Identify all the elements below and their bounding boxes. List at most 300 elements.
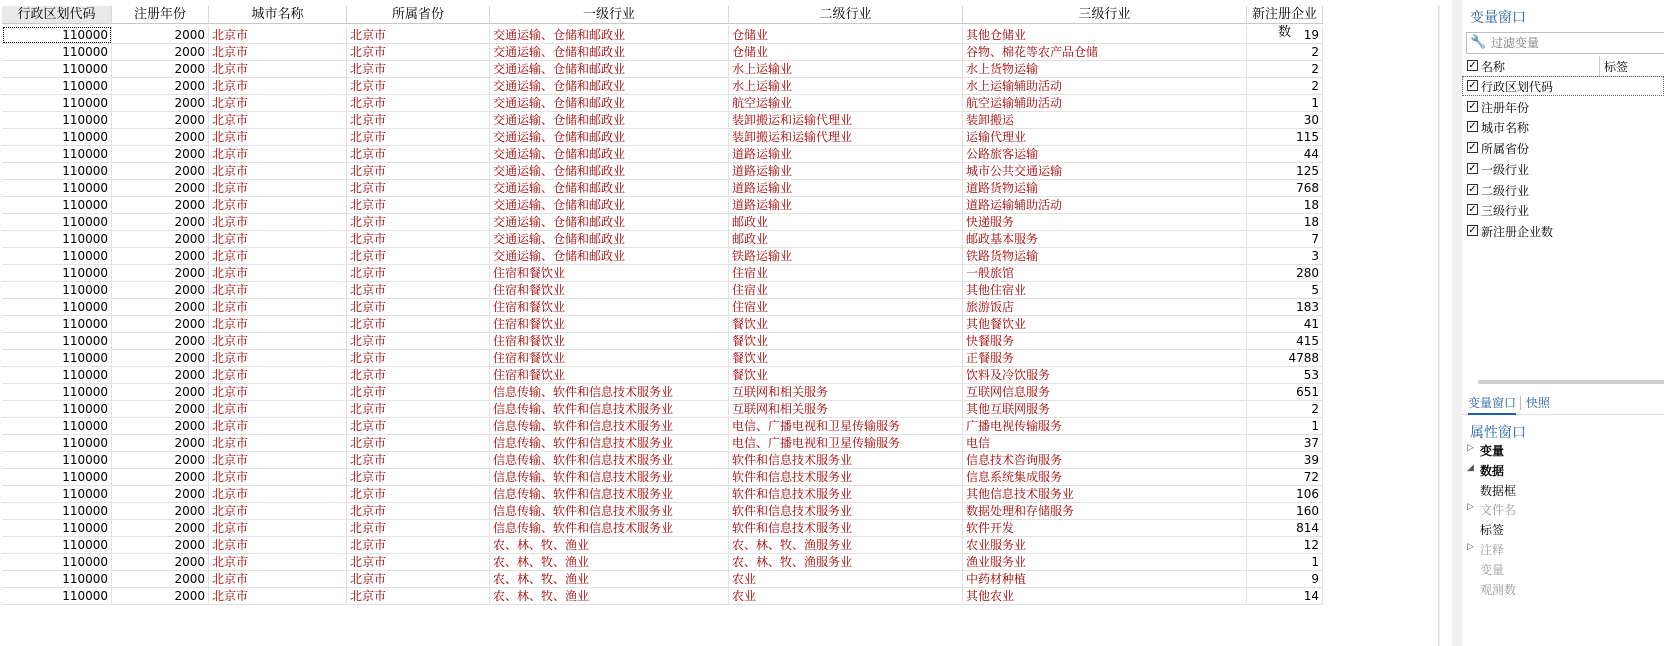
- table-cell[interactable]: 2000: [112, 502, 209, 520]
- table-cell[interactable]: 北京市: [347, 570, 490, 588]
- table-cell[interactable]: 交通运输、仓储和邮政业: [490, 196, 729, 214]
- expand-arrow-icon[interactable]: ▷: [1467, 542, 1474, 552]
- variable-checkbox[interactable]: ✓: [1468, 204, 1477, 216]
- table-cell[interactable]: 互联网信息服务: [963, 383, 1247, 401]
- table-cell[interactable]: 北京市: [347, 162, 490, 180]
- table-cell[interactable]: 航空运输业: [729, 94, 963, 112]
- table-cell[interactable]: 信息传输、软件和信息技术服务业: [490, 468, 729, 486]
- table-cell[interactable]: 北京市: [347, 349, 490, 367]
- table-cell[interactable]: 110000: [2, 553, 112, 571]
- table-cell[interactable]: 北京市: [347, 451, 490, 469]
- table-row[interactable]: [0, 570, 1400, 588]
- table-cell[interactable]: 北京市: [347, 298, 490, 316]
- table-cell[interactable]: 37: [1247, 434, 1323, 452]
- table-cell[interactable]: 北京市: [209, 536, 347, 554]
- table-cell[interactable]: 邮政基本服务: [963, 230, 1247, 248]
- table-cell[interactable]: 邮政业: [729, 230, 963, 248]
- table-cell[interactable]: 交通运输、仓储和邮政业: [490, 247, 729, 265]
- table-cell[interactable]: 交通运输、仓储和邮政业: [490, 230, 729, 248]
- table-cell[interactable]: 110000: [2, 247, 112, 265]
- table-cell[interactable]: 城市公共交通运输: [963, 162, 1247, 180]
- table-cell[interactable]: 装卸搬运: [963, 111, 1247, 129]
- table-cell[interactable]: 18: [1247, 213, 1323, 231]
- table-cell[interactable]: 北京市: [347, 196, 490, 214]
- table-cell[interactable]: 110000: [2, 570, 112, 588]
- table-cell[interactable]: 北京市: [209, 400, 347, 418]
- table-cell[interactable]: 水上货物运输: [963, 60, 1247, 78]
- table-cell[interactable]: 农、林、牧、渔服务业: [729, 536, 963, 554]
- table-cell[interactable]: 110000: [2, 94, 112, 112]
- table-row[interactable]: [0, 43, 1400, 61]
- property-row[interactable]: [1462, 480, 1664, 500]
- table-cell[interactable]: 北京市: [347, 247, 490, 265]
- table-cell[interactable]: 北京市: [209, 451, 347, 469]
- table-cell[interactable]: 2000: [112, 128, 209, 146]
- table-cell[interactable]: 北京市: [347, 26, 490, 44]
- table-cell[interactable]: 邮政业: [729, 213, 963, 231]
- variable-item[interactable]: [1462, 180, 1664, 200]
- expand-arrow-icon[interactable]: ▷: [1467, 502, 1474, 513]
- table-row[interactable]: [0, 196, 1400, 214]
- table-row[interactable]: [0, 332, 1400, 350]
- table-cell[interactable]: 北京市: [209, 332, 347, 350]
- table-cell[interactable]: 软件和信息技术服务业: [729, 485, 963, 503]
- table-cell[interactable]: 2000: [112, 519, 209, 537]
- table-cell[interactable]: 信息传输、软件和信息技术服务业: [490, 383, 729, 401]
- table-cell[interactable]: 115: [1247, 128, 1323, 146]
- table-cell[interactable]: 北京市: [347, 213, 490, 231]
- table-cell[interactable]: 2000: [112, 570, 209, 588]
- variable-item[interactable]: [1462, 117, 1664, 137]
- variable-item[interactable]: [1462, 76, 1664, 96]
- table-cell[interactable]: 餐饮业: [729, 315, 963, 333]
- table-cell[interactable]: 交通运输、仓储和邮政业: [490, 77, 729, 95]
- table-cell[interactable]: 其他互联网服务: [963, 400, 1247, 418]
- table-cell[interactable]: 北京市: [347, 502, 490, 520]
- table-cell[interactable]: 信息传输、软件和信息技术服务业: [490, 502, 729, 520]
- table-cell[interactable]: 110000: [2, 519, 112, 537]
- table-cell[interactable]: 农、林、牧、渔业: [490, 536, 729, 554]
- table-cell[interactable]: 53: [1247, 366, 1323, 384]
- table-row[interactable]: [0, 264, 1400, 282]
- table-cell[interactable]: 72: [1247, 468, 1323, 486]
- table-cell[interactable]: 110000: [2, 281, 112, 299]
- table-cell[interactable]: 道路运输业: [729, 145, 963, 163]
- table-cell[interactable]: 交通运输、仓储和邮政业: [490, 60, 729, 78]
- table-row[interactable]: [0, 26, 1400, 44]
- table-cell[interactable]: 仓储业: [729, 26, 963, 44]
- table-cell[interactable]: 110000: [2, 451, 112, 469]
- table-cell[interactable]: 110000: [2, 587, 112, 605]
- table-cell[interactable]: 其他住宿业: [963, 281, 1247, 299]
- table-cell[interactable]: 北京市: [209, 77, 347, 95]
- table-cell[interactable]: 北京市: [209, 60, 347, 78]
- column-header[interactable]: 所属省份: [347, 6, 490, 24]
- table-cell[interactable]: 装卸搬运和运输代理业: [729, 111, 963, 129]
- table-cell[interactable]: 北京市: [347, 417, 490, 435]
- table-cell[interactable]: 旅游饭店: [963, 298, 1247, 316]
- table-cell[interactable]: 106: [1247, 485, 1323, 503]
- column-header[interactable]: 注册年份: [112, 6, 209, 24]
- table-cell[interactable]: 北京市: [209, 230, 347, 248]
- table-cell[interactable]: 2000: [112, 94, 209, 112]
- table-row[interactable]: [0, 315, 1400, 333]
- table-cell[interactable]: 餐饮业: [729, 332, 963, 350]
- table-cell[interactable]: 北京市: [347, 264, 490, 282]
- table-cell[interactable]: 农、林、牧、渔业: [490, 553, 729, 571]
- table-row[interactable]: [0, 247, 1400, 265]
- table-cell[interactable]: 2000: [112, 281, 209, 299]
- table-cell[interactable]: 北京市: [209, 349, 347, 367]
- table-row[interactable]: [0, 128, 1400, 146]
- table-cell[interactable]: 2000: [112, 60, 209, 78]
- table-cell[interactable]: 其他餐饮业: [963, 315, 1247, 333]
- table-cell[interactable]: 交通运输、仓储和邮政业: [490, 94, 729, 112]
- variable-item[interactable]: [1462, 159, 1664, 179]
- table-cell[interactable]: 住宿和餐饮业: [490, 366, 729, 384]
- table-cell[interactable]: 北京市: [347, 587, 490, 605]
- column-header[interactable]: 三级行业: [963, 6, 1247, 24]
- table-cell[interactable]: 北京市: [347, 43, 490, 61]
- label-column-header[interactable]: 标签: [1604, 60, 1629, 74]
- table-row[interactable]: [0, 213, 1400, 231]
- table-cell[interactable]: 19: [1247, 26, 1323, 44]
- table-cell[interactable]: 7: [1247, 230, 1323, 248]
- table-row[interactable]: [0, 366, 1400, 384]
- table-row[interactable]: [0, 162, 1400, 180]
- table-cell[interactable]: 110000: [2, 145, 112, 163]
- table-cell[interactable]: 北京市: [347, 434, 490, 452]
- table-cell[interactable]: 2000: [112, 111, 209, 129]
- table-cell[interactable]: 北京市: [209, 213, 347, 231]
- column-header[interactable]: 城市名称: [209, 6, 347, 24]
- table-row[interactable]: [0, 298, 1400, 316]
- table-cell[interactable]: 运输代理业: [963, 128, 1247, 146]
- table-cell[interactable]: 110000: [2, 298, 112, 316]
- table-row[interactable]: [0, 60, 1400, 78]
- table-cell[interactable]: 12: [1247, 536, 1323, 554]
- table-cell[interactable]: 18: [1247, 196, 1323, 214]
- table-cell[interactable]: 1: [1247, 417, 1323, 435]
- table-cell[interactable]: 住宿和餐饮业: [490, 298, 729, 316]
- table-row[interactable]: [0, 281, 1400, 299]
- table-cell[interactable]: 2: [1247, 60, 1323, 78]
- table-cell[interactable]: 2000: [112, 434, 209, 452]
- table-row[interactable]: [0, 502, 1400, 520]
- table-cell[interactable]: 110000: [2, 434, 112, 452]
- table-cell[interactable]: 北京市: [209, 468, 347, 486]
- table-cell[interactable]: 160: [1247, 502, 1323, 520]
- table-cell[interactable]: 2000: [112, 145, 209, 163]
- table-cell[interactable]: 道路运输业: [729, 179, 963, 197]
- table-cell[interactable]: 电信、广播电视和卫星传输服务: [729, 417, 963, 435]
- table-cell[interactable]: 渔业服务业: [963, 553, 1247, 571]
- table-cell[interactable]: 39: [1247, 451, 1323, 469]
- table-cell[interactable]: 110000: [2, 60, 112, 78]
- property-row[interactable]: [1462, 499, 1664, 519]
- table-cell[interactable]: 2000: [112, 468, 209, 486]
- table-cell[interactable]: 2: [1247, 77, 1323, 95]
- table-cell[interactable]: 公路旅客运输: [963, 145, 1247, 163]
- table-cell[interactable]: 2000: [112, 264, 209, 282]
- table-cell[interactable]: 饮料及冷饮服务: [963, 366, 1247, 384]
- table-cell[interactable]: 北京市: [347, 145, 490, 163]
- table-cell[interactable]: 农业: [729, 587, 963, 605]
- variable-checkbox[interactable]: ✓: [1468, 183, 1477, 195]
- table-cell[interactable]: 北京市: [209, 553, 347, 571]
- table-cell[interactable]: 北京市: [209, 502, 347, 520]
- table-cell[interactable]: 住宿和餐饮业: [490, 281, 729, 299]
- table-row[interactable]: [0, 179, 1400, 197]
- table-cell[interactable]: 快餐服务: [963, 332, 1247, 350]
- table-cell[interactable]: 2000: [112, 332, 209, 350]
- table-cell[interactable]: 水上运输业: [729, 77, 963, 95]
- table-row[interactable]: [0, 468, 1400, 486]
- collapse-arrow-icon[interactable]: ◢: [1467, 462, 1474, 473]
- table-cell[interactable]: 2000: [112, 451, 209, 469]
- table-cell[interactable]: 北京市: [209, 587, 347, 605]
- table-cell[interactable]: 125: [1247, 162, 1323, 180]
- table-cell[interactable]: 电信、广播电视和卫星传输服务: [729, 434, 963, 452]
- table-cell[interactable]: 北京市: [347, 281, 490, 299]
- table-cell[interactable]: 信息系统集成服务: [963, 468, 1247, 486]
- table-cell[interactable]: 9: [1247, 570, 1323, 588]
- table-cell[interactable]: 110000: [2, 349, 112, 367]
- table-cell[interactable]: 2000: [112, 213, 209, 231]
- table-cell[interactable]: 2000: [112, 230, 209, 248]
- table-cell[interactable]: 互联网和相关服务: [729, 383, 963, 401]
- table-cell[interactable]: 软件和信息技术服务业: [729, 468, 963, 486]
- table-row[interactable]: [0, 536, 1400, 554]
- table-row[interactable]: [0, 400, 1400, 418]
- table-cell[interactable]: 北京市: [347, 485, 490, 503]
- table-cell[interactable]: 交通运输、仓储和邮政业: [490, 128, 729, 146]
- table-cell[interactable]: 住宿业: [729, 281, 963, 299]
- table-cell[interactable]: 北京市: [347, 383, 490, 401]
- table-cell[interactable]: 交通运输、仓储和邮政业: [490, 111, 729, 129]
- variable-checkbox[interactable]: ✓: [1468, 162, 1477, 174]
- table-cell[interactable]: 信息传输、软件和信息技术服务业: [490, 434, 729, 452]
- table-cell[interactable]: 2000: [112, 298, 209, 316]
- table-cell[interactable]: 农、林、牧、渔服务业: [729, 553, 963, 571]
- table-cell[interactable]: 110000: [2, 417, 112, 435]
- table-cell[interactable]: 信息传输、软件和信息技术服务业: [490, 485, 729, 503]
- table-row[interactable]: [0, 145, 1400, 163]
- table-cell[interactable]: 住宿业: [729, 298, 963, 316]
- table-cell[interactable]: 北京市: [209, 179, 347, 197]
- table-cell[interactable]: 2: [1247, 43, 1323, 61]
- variable-item[interactable]: [1462, 97, 1664, 117]
- table-row[interactable]: [0, 434, 1400, 452]
- table-cell[interactable]: 铁路运输业: [729, 247, 963, 265]
- table-row[interactable]: [0, 94, 1400, 112]
- table-cell[interactable]: 110000: [2, 77, 112, 95]
- property-row[interactable]: [1462, 460, 1664, 480]
- table-row[interactable]: [0, 77, 1400, 95]
- table-cell[interactable]: 北京市: [209, 298, 347, 316]
- table-cell[interactable]: 5: [1247, 281, 1323, 299]
- table-cell[interactable]: 2000: [112, 536, 209, 554]
- table-cell[interactable]: 2000: [112, 162, 209, 180]
- expand-arrow-icon[interactable]: ▷: [1467, 443, 1474, 453]
- table-cell[interactable]: 110000: [2, 315, 112, 333]
- filter-box[interactable]: [1466, 32, 1664, 54]
- table-cell[interactable]: 110000: [2, 213, 112, 231]
- table-cell[interactable]: 一般旅馆: [963, 264, 1247, 282]
- table-cell[interactable]: 其他信息技术服务业: [963, 485, 1247, 503]
- table-cell[interactable]: 水上运输辅助活动: [963, 77, 1247, 95]
- table-cell[interactable]: 110000: [2, 230, 112, 248]
- table-cell[interactable]: 北京市: [347, 536, 490, 554]
- table-cell[interactable]: 110000: [2, 536, 112, 554]
- table-cell[interactable]: 14: [1247, 587, 1323, 605]
- table-cell[interactable]: 中药材种植: [963, 570, 1247, 588]
- table-cell[interactable]: 2000: [112, 383, 209, 401]
- table-cell[interactable]: 道路运输业: [729, 162, 963, 180]
- table-cell[interactable]: 住宿和餐饮业: [490, 332, 729, 350]
- table-cell[interactable]: 北京市: [209, 485, 347, 503]
- table-cell[interactable]: 软件和信息技术服务业: [729, 519, 963, 537]
- variable-checkbox[interactable]: ✓: [1468, 100, 1477, 112]
- table-row[interactable]: [0, 587, 1400, 605]
- table-cell[interactable]: 北京市: [347, 60, 490, 78]
- table-cell[interactable]: 住宿和餐饮业: [490, 349, 729, 367]
- table-cell[interactable]: 110000: [2, 468, 112, 486]
- table-cell[interactable]: 信息技术咨询服务: [963, 451, 1247, 469]
- table-cell[interactable]: 北京市: [209, 281, 347, 299]
- table-cell[interactable]: 交通运输、仓储和邮政业: [490, 162, 729, 180]
- table-cell[interactable]: 装卸搬运和运输代理业: [729, 128, 963, 146]
- table-cell[interactable]: 北京市: [209, 383, 347, 401]
- variable-checkbox[interactable]: ✓: [1468, 224, 1477, 236]
- table-cell[interactable]: 其他农业: [963, 587, 1247, 605]
- table-cell[interactable]: 软件开发: [963, 519, 1247, 537]
- table-cell[interactable]: 北京市: [347, 94, 490, 112]
- table-row[interactable]: [0, 451, 1400, 469]
- property-row[interactable]: [1462, 519, 1664, 539]
- table-cell[interactable]: 2000: [112, 400, 209, 418]
- table-cell[interactable]: 110000: [2, 502, 112, 520]
- table-cell[interactable]: 北京市: [347, 128, 490, 146]
- table-cell[interactable]: 住宿和餐饮业: [490, 264, 729, 282]
- table-cell[interactable]: 信息传输、软件和信息技术服务业: [490, 519, 729, 537]
- table-cell[interactable]: 北京市: [209, 570, 347, 588]
- table-cell[interactable]: 软件和信息技术服务业: [729, 451, 963, 469]
- table-cell[interactable]: 北京市: [209, 315, 347, 333]
- table-cell[interactable]: 北京市: [347, 332, 490, 350]
- table-cell[interactable]: 2000: [112, 417, 209, 435]
- table-cell[interactable]: 住宿和餐饮业: [490, 315, 729, 333]
- table-cell[interactable]: 41: [1247, 315, 1323, 333]
- table-cell[interactable]: 415: [1247, 332, 1323, 350]
- table-cell[interactable]: 软件和信息技术服务业: [729, 502, 963, 520]
- table-cell[interactable]: 北京市: [347, 366, 490, 384]
- table-cell[interactable]: 北京市: [209, 247, 347, 265]
- table-cell[interactable]: 651: [1247, 383, 1323, 401]
- property-row[interactable]: [1462, 559, 1664, 579]
- table-cell[interactable]: 北京市: [209, 162, 347, 180]
- table-cell[interactable]: 农、林、牧、渔业: [490, 587, 729, 605]
- table-cell[interactable]: 交通运输、仓储和邮政业: [490, 145, 729, 163]
- vertical-scrollbar[interactable]: [1438, 6, 1440, 646]
- table-cell[interactable]: 110000: [2, 179, 112, 197]
- table-row[interactable]: [0, 383, 1400, 401]
- table-cell[interactable]: 2000: [112, 26, 209, 44]
- column-header[interactable]: 行政区划代码: [2, 6, 112, 24]
- table-cell[interactable]: 北京市: [209, 94, 347, 112]
- table-cell[interactable]: 交通运输、仓储和邮政业: [490, 213, 729, 231]
- table-row[interactable]: [0, 485, 1400, 503]
- table-cell[interactable]: 814: [1247, 519, 1323, 537]
- table-cell[interactable]: 北京市: [209, 196, 347, 214]
- table-cell[interactable]: 110000: [2, 366, 112, 384]
- table-cell[interactable]: 2000: [112, 77, 209, 95]
- table-cell[interactable]: 2: [1247, 400, 1323, 418]
- table-row[interactable]: [0, 111, 1400, 129]
- table-cell[interactable]: 信息传输、软件和信息技术服务业: [490, 400, 729, 418]
- table-row[interactable]: [0, 230, 1400, 248]
- table-cell[interactable]: 2000: [112, 553, 209, 571]
- table-cell[interactable]: 互联网和相关服务: [729, 400, 963, 418]
- variable-checkbox[interactable]: ✓: [1468, 121, 1477, 133]
- table-cell[interactable]: 交通运输、仓储和邮政业: [490, 179, 729, 197]
- table-cell[interactable]: 北京市: [209, 366, 347, 384]
- table-cell[interactable]: 北京市: [347, 400, 490, 418]
- table-cell[interactable]: 农、林、牧、渔业: [490, 570, 729, 588]
- table-cell[interactable]: 110000: [2, 196, 112, 214]
- table-cell[interactable]: 2000: [112, 485, 209, 503]
- table-cell[interactable]: 电信: [963, 434, 1247, 452]
- table-cell[interactable]: 北京市: [209, 417, 347, 435]
- table-cell[interactable]: 餐饮业: [729, 349, 963, 367]
- table-cell[interactable]: 北京市: [347, 230, 490, 248]
- table-cell[interactable]: 北京市: [209, 43, 347, 61]
- table-cell[interactable]: 44: [1247, 145, 1323, 163]
- table-cell[interactable]: 1: [1247, 553, 1323, 571]
- table-cell[interactable]: 北京市: [347, 111, 490, 129]
- table-cell[interactable]: 110000: [2, 26, 112, 44]
- table-cell[interactable]: 2000: [112, 315, 209, 333]
- table-cell[interactable]: 2000: [112, 349, 209, 367]
- table-cell[interactable]: 农业: [729, 570, 963, 588]
- table-cell[interactable]: 2000: [112, 247, 209, 265]
- table-cell[interactable]: 北京市: [209, 264, 347, 282]
- table-cell[interactable]: 其他仓储业: [963, 26, 1247, 44]
- table-cell[interactable]: 110000: [2, 162, 112, 180]
- table-cell[interactable]: 110000: [2, 111, 112, 129]
- column-header[interactable]: 二级行业: [729, 6, 963, 24]
- table-cell[interactable]: 北京市: [209, 26, 347, 44]
- table-cell[interactable]: 北京市: [209, 434, 347, 452]
- table-cell[interactable]: 110000: [2, 332, 112, 350]
- table-cell[interactable]: 住宿业: [729, 264, 963, 282]
- table-cell[interactable]: 2000: [112, 43, 209, 61]
- table-cell[interactable]: 110000: [2, 264, 112, 282]
- table-cell[interactable]: 水上运输业: [729, 60, 963, 78]
- select-all-checkbox[interactable]: ✓: [1468, 60, 1477, 71]
- table-cell[interactable]: 北京市: [347, 553, 490, 571]
- table-cell[interactable]: 北京市: [209, 145, 347, 163]
- table-cell[interactable]: 北京市: [347, 315, 490, 333]
- variable-list-hscrollbar[interactable]: [1478, 380, 1664, 384]
- tab-snapshot[interactable]: 快照: [1526, 396, 1551, 410]
- table-cell[interactable]: 餐饮业: [729, 366, 963, 384]
- table-row[interactable]: [0, 519, 1400, 537]
- variable-item[interactable]: [1462, 138, 1664, 158]
- table-cell[interactable]: 北京市: [347, 77, 490, 95]
- table-cell[interactable]: 1: [1247, 94, 1323, 112]
- table-cell[interactable]: 183: [1247, 298, 1323, 316]
